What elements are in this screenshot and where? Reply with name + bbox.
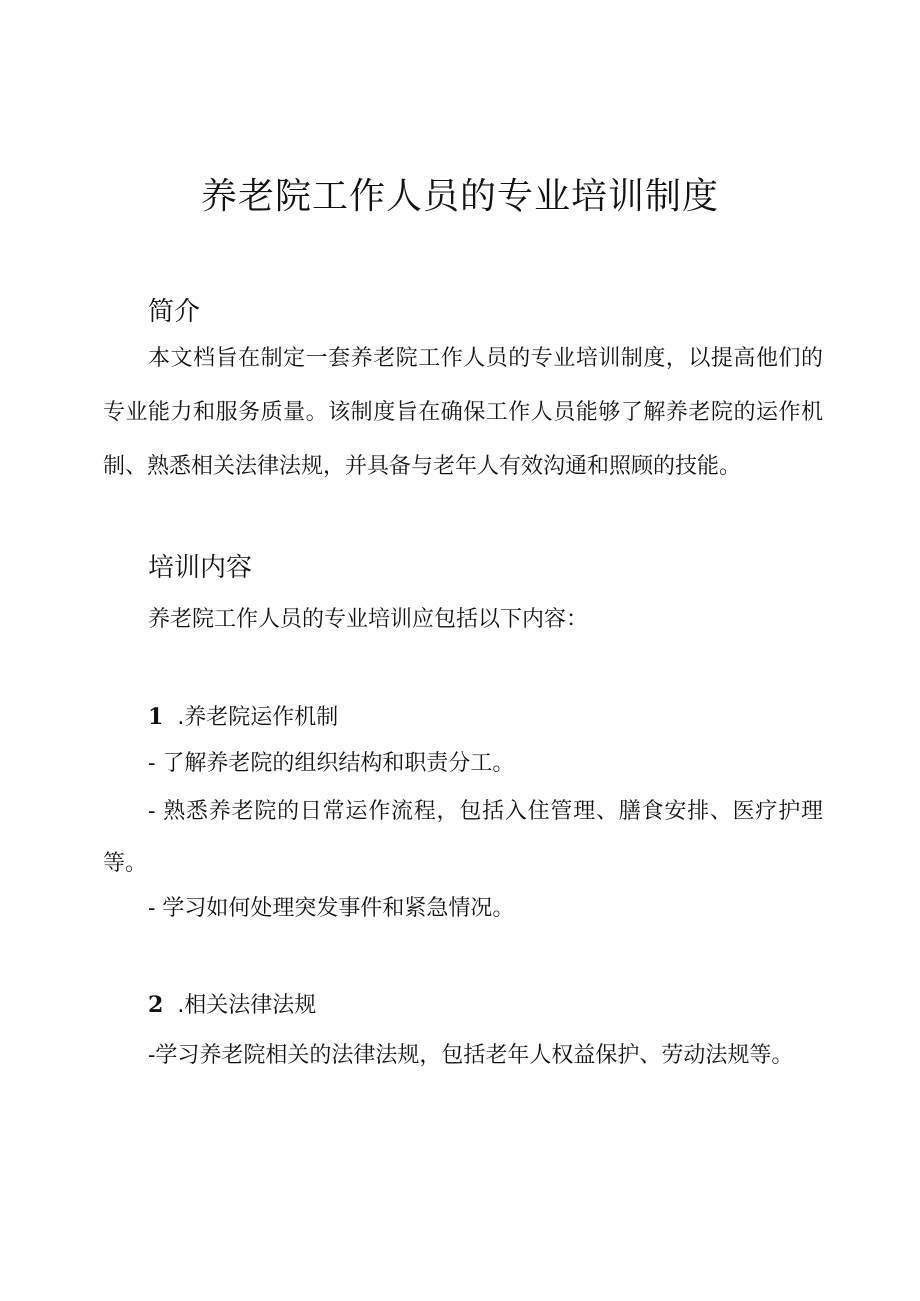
section-2-title: .相关法律法规 <box>177 993 317 1018</box>
section-1-item-3: - 学习如何处理突发事件和紧急情况。 <box>148 896 515 921</box>
section-2-item-1: -学习养老院相关的法律法规，包括老年人权益保护、劳动法规等。 <box>148 1043 794 1068</box>
section-1-item-2: - 熟悉养老院的日常运作流程，包括入住管理、膳食安排、医疗护理等。 <box>103 799 823 876</box>
section-2-number: 2 <box>148 992 164 1018</box>
section-1-title: .养老院运作机制 <box>177 705 339 730</box>
section-1-item-1: - 了解养老院的组织结构和职责分工。 <box>148 751 515 776</box>
section-1-heading <box>148 699 338 736</box>
training-heading: 培训内容 <box>148 553 253 583</box>
section-2-heading <box>148 987 316 1024</box>
intro-paragraph: 本文档旨在制定一套养老院工作人员的专业培训制度，以提高他们的专业能力和服务质量。该制度旨在确保工作人员能够了解养老院的运作机制、熟悉相关法律法规，并具备与老年人有效沟通和照顾的技能。 <box>103 346 823 479</box>
training-lead: 养老院工作人员的专业培训应包括以下内容： <box>148 607 589 632</box>
document-title: 养老院工作人员的专业培训制度 <box>200 176 719 217</box>
section-1-number: 1 <box>148 704 164 730</box>
intro-heading: 简介 <box>148 297 201 327</box>
